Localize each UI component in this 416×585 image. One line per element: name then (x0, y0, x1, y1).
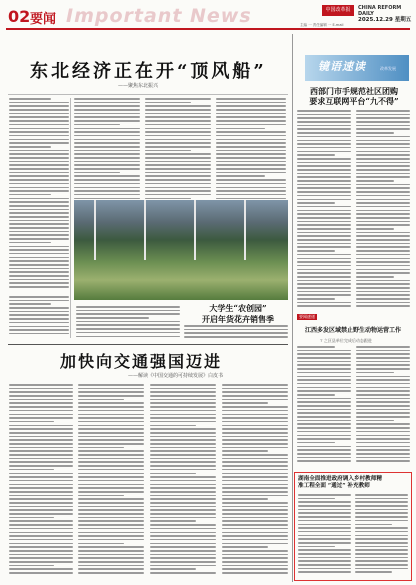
divider (8, 344, 288, 345)
article-column (9, 296, 69, 338)
paper-name-en: CHINA REFORM DAILY (358, 5, 402, 17)
photo-caption (184, 325, 288, 341)
article-column (297, 110, 351, 310)
article-column (356, 110, 410, 310)
sidebar-story-title: 西部门市手规范社区团购 要求互联网平台“九不得” (309, 86, 399, 106)
page-number: 02 (8, 7, 31, 26)
headline-second: 加快向交通强国迈进 (60, 352, 223, 371)
greenhouse-photo (74, 200, 288, 300)
sidebar-banner-title: 镜语速读 (318, 60, 366, 73)
sidebar-rule (292, 34, 293, 582)
sidebar-story-sub: 7 之区县单位完成后动态跟进 (320, 338, 372, 343)
divider (8, 94, 288, 95)
headline-second-sub: ——解读《中国交通的可持续发展》白皮书 (128, 373, 224, 379)
column-rule (70, 98, 71, 338)
paper-logo: 中国改革报 (322, 5, 354, 16)
article-column (356, 346, 410, 468)
highlighted-story-title: 湖南全面推进政府调入乡村教师精 准工程全面 “通过” 补充教师 (298, 476, 382, 489)
article-column (222, 384, 288, 580)
news-tag: 要闻速递 (299, 314, 315, 319)
article-column (297, 346, 351, 468)
article-column (9, 98, 69, 293)
article-column (150, 384, 216, 580)
photo-caption-title: 大学生“农创园” 开启年货花卉销售季 (202, 303, 274, 324)
section-title-en: Important News (66, 5, 252, 27)
article-column (298, 494, 351, 576)
header-rule (6, 28, 410, 30)
section-title: 要闻 (30, 12, 57, 27)
article-column (9, 384, 73, 580)
article-column (355, 494, 408, 576)
issue-date: 2025.12.29 星期五 (358, 17, 412, 23)
headline-main: 东北经济正在开“顶风船” (30, 61, 267, 82)
article-column (78, 384, 144, 580)
sidebar-banner-sub: 改革发展 (380, 66, 396, 71)
editor-meta: 主编 一 责任编辑 一 E-mail (300, 23, 344, 27)
article-column (76, 306, 180, 340)
sidebar-story-title: 江西多发区域禁止野生动物运营工作 (304, 327, 401, 334)
headline-main-sub: ——聚焦东北振兴 (118, 83, 159, 89)
